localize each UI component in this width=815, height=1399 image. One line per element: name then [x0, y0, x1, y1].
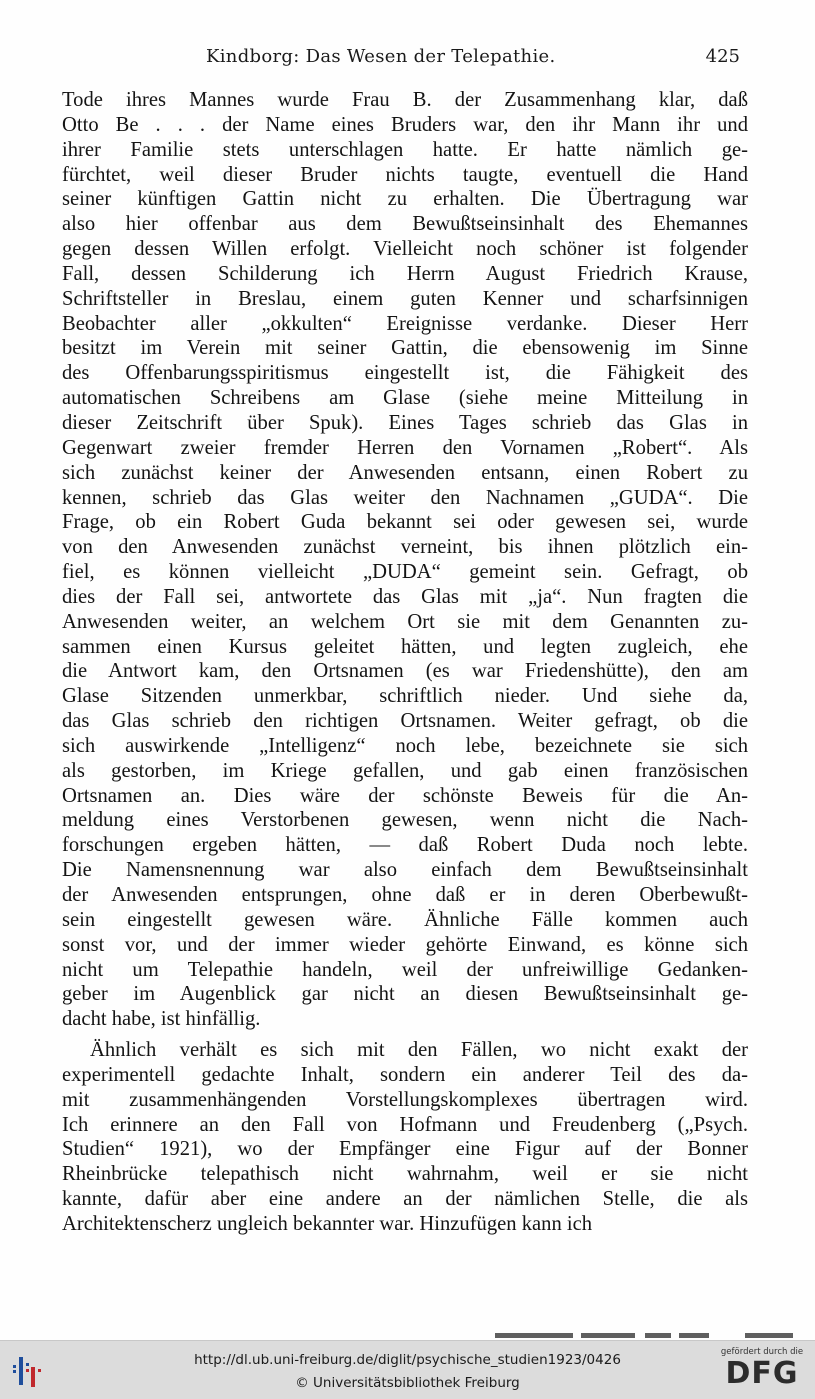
text-line: gegen dessen Willen erfolgt. Vielleicht noch schöner ist folgender: [62, 238, 748, 261]
paragraph-1: [62, 88, 748, 1032]
text-line: mit zusammenhängenden Vorstellungskomplexes übertragen wird.: [62, 1088, 748, 1111]
text-line: Anwesenden weiter, an welchem Ort sie mit dem Genannten zu-: [62, 610, 748, 633]
dfg-logo-icon[interactable]: [717, 1347, 807, 1395]
text-line: Beobachter aller „okkulten“ Ereignisse verdanke. Dieser Herr: [62, 312, 748, 335]
text-line: Ich erinnere an den Fall von Hofmann und Freudenberg („Psych.: [62, 1113, 748, 1136]
text-line: sich auswirkende „Intelligenz“ noch lebe, bezeichnete sie sich: [62, 734, 748, 757]
body-text: [62, 88, 748, 1237]
text-line: Schriftsteller in Breslau, einem guten Kenner und scharfsinnigen: [62, 287, 748, 310]
text-line: dies der Fall sei, antwortete das Glas mit „ja“. Nun fragten die: [62, 585, 748, 608]
text-line: Glase Sitzenden unmerkbar, schriftlich nieder. Und siehe da,: [62, 685, 748, 708]
text-line: sein eingestellt gewesen wäre. Ähnliche Fälle kommen auch: [62, 908, 748, 931]
text-line: seiner künftigen Gattin nicht zu erhalten. Die Übertragung war: [62, 188, 748, 211]
text-line: Ähnlich verhält es sich mit den Fällen, wo nicht exakt der: [90, 1039, 748, 1062]
text-line: sich zunächst keiner der Anwesenden entsann, einen Robert zu: [62, 461, 748, 484]
text-line: dacht habe, ist hinfällig.: [62, 1008, 261, 1031]
text-line: die Antwort kam, den Ortsnamen (es war Friedenshütte), den am: [62, 660, 748, 683]
text-line: fiel, es können vielleicht „DUDA“ gemeint sein. Gefragt, ob: [62, 561, 748, 584]
text-line: also hier offenbar aus dem Bewußtseinsinhalt des Ehemannes: [62, 213, 748, 236]
text-line: der Anwesenden entsprungen, ohne daß er in deren Oberbewußt-: [62, 884, 748, 906]
text-line: fürchtet, weil dieser Bruder nichts taugte, eventuell die Hand: [62, 163, 748, 186]
text-line: kennen, schrieb das Glas weiter den Nachnamen „GUDA“. Die: [62, 486, 748, 509]
text-line: Ortsnamen an. Dies wäre der schönste Beweis für die An-: [62, 784, 748, 807]
text-line: Frage, ob ein Robert Guda bekannt sei oder gewesen sei, wurde: [62, 511, 748, 534]
text-line: Architektenscherz ungleich bekannter war. Hinzufügen kann ich: [62, 1212, 593, 1235]
text-line: ihrer Familie stets unterschlagen hatte. Er hatte nämlich ge-: [62, 138, 748, 161]
text-line: forschungen ergeben hätten, — daß Robert Duda noch lebte.: [62, 834, 748, 857]
text-line: dieser Zeitschrift über Spuk). Eines Tages schrieb das Glas in: [62, 411, 748, 434]
text-line: besitzt im Verein mit seiner Gattin, die ebensowenig im Sinne: [62, 337, 748, 360]
viewer-footer: [0, 1340, 815, 1399]
text-line: sammen einen Kursus geleitet hätten, und legten zugleich, ehe: [62, 635, 748, 658]
copyright-notice: © Universitätsbibliothek Freiburg: [295, 1375, 520, 1391]
running-head: [62, 46, 748, 76]
text-line: Tode ihres Mannes wurde Frau B. der Zusammenhang klar, daß: [62, 89, 748, 111]
page-number: 425: [705, 46, 740, 67]
funder-caption: gefördert durch die: [720, 1347, 804, 1357]
text-line: Fall, dessen Schilderung ich Herrn August Friedrich Krause,: [62, 262, 748, 285]
paragraph-2: [62, 1038, 748, 1237]
text-line: Gegenwart zweier fremder Herren den Vornamen „Robert“. Als: [62, 436, 748, 459]
text-line: experimentell gedachte Inhalt, sondern ein anderer Teil des da-: [62, 1063, 748, 1086]
text-line: das Glas schrieb den richtigen Ortsnamen. Weiter gefragt, ob die: [62, 710, 748, 733]
text-line: Studien“ 1921), wo der Empfänger eine Figur auf der Bonner: [62, 1138, 748, 1161]
text-line: kannte, dafür aber eine andere an der nämlichen Stelle, die als: [62, 1188, 748, 1211]
scan-artifact: [495, 1330, 795, 1340]
text-line: meldung eines Verstorbenen gewesen, wenn nicht die Nach-: [62, 809, 748, 832]
text-line: als gestorben, im Kriege gefallen, und gab einen französischen: [62, 759, 748, 782]
text-line: von den Anwesenden zunächst verneint, bis ihnen plötzlich ein-: [62, 536, 748, 559]
text-line: sonst vor, und der immer wieder gehörte Einwand, es könne sich: [62, 933, 748, 956]
text-line: nicht um Telepathie handeln, weil der unfreiwillige Gedanken-: [62, 958, 748, 981]
permalink-url[interactable]: http://dl.ub.uni-freiburg.de/diglit/psychische_studien1923/0426: [194, 1352, 621, 1368]
text-line: Rheinbrücke telepathisch nicht wahrnahm, weil er sie nicht: [62, 1163, 748, 1186]
text-line: Die Namensnennung war also einfach dem Bewußtseinsinhalt: [62, 859, 748, 882]
text-line: Otto Be . . . der Name eines Bruders war, den ihr Mann ihr und: [62, 113, 748, 136]
funder-logo-text: DFG: [725, 1356, 799, 1391]
text-line: des Offenbarungsspiritismus eingestellt ist, die Fähigkeit des: [62, 362, 748, 385]
running-title: Kindborg: Das Wesen der Telepathie.: [206, 46, 556, 67]
text-line: automatischen Schreibens am Glase (siehe meine Mitteilung in: [62, 387, 748, 410]
text-line: geber im Augenblick gar nicht an diesen Bewußtseinsinhalt ge-: [62, 983, 748, 1006]
